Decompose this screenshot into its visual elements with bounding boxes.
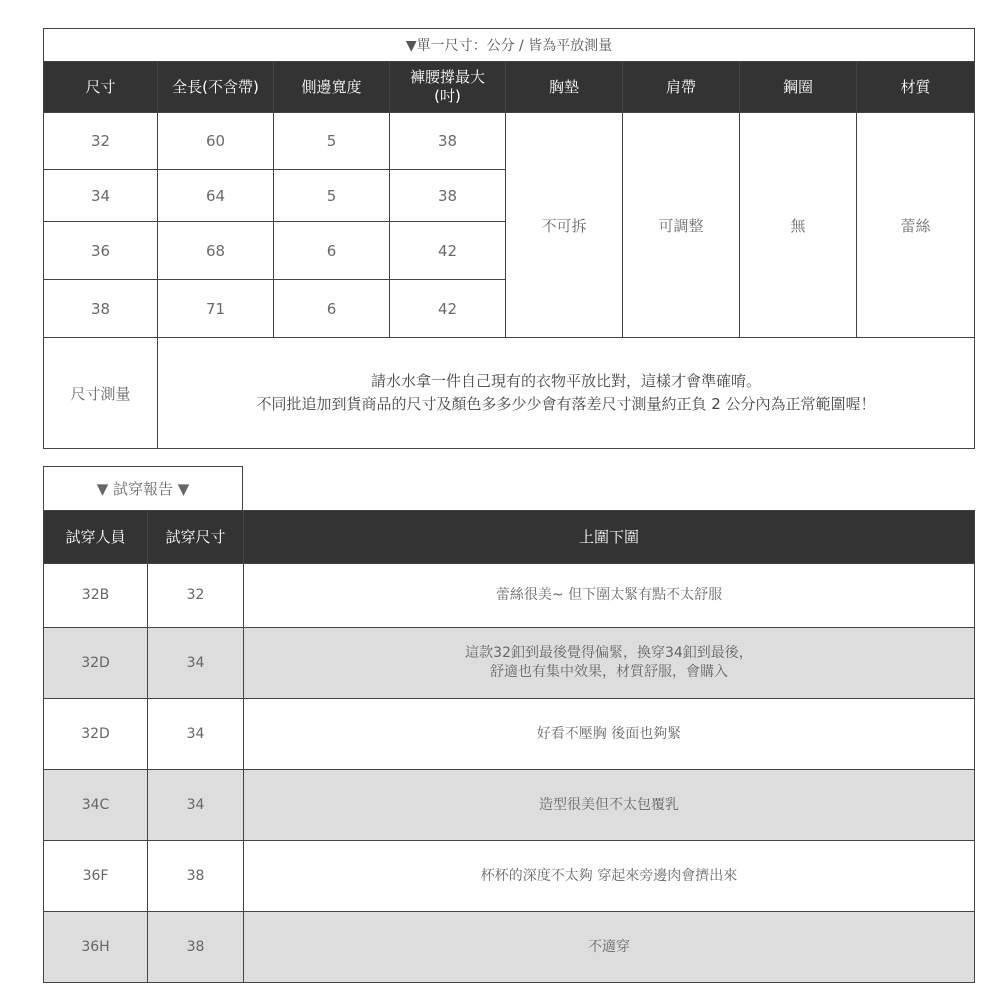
trial-row (44, 841, 975, 912)
size-table (43, 28, 975, 449)
underwire-cell: 無 (740, 113, 857, 338)
header-material: 材質 (857, 62, 975, 113)
trial-report-caption: ▼ 試穿報告 ▼ (43, 466, 243, 510)
size-note-line-1: 請水水拿一件自己現有的衣物平放比對，這樣才會準確唷。 (371, 372, 762, 390)
comment-cell: 造型很美但不太包覆乳 (244, 770, 975, 841)
header-size: 尺寸 (44, 62, 158, 113)
comment-cell: 這款32釦到最後覺得偏緊，換穿34釦到最後， 舒適也有集中效果，材質舒服，會購入 (244, 628, 975, 699)
comment-cell: 不適穿 (244, 912, 975, 983)
size-cell: 36 (44, 222, 158, 280)
size-cell: 38 (44, 280, 158, 338)
size-cell: 32 (44, 113, 158, 170)
size-note-row (44, 338, 975, 449)
trial-size-cell: 38 (148, 841, 244, 912)
trial-size-cell: 38 (148, 912, 244, 983)
side-width-cell: 6 (274, 222, 390, 280)
trial-report-table (43, 510, 975, 983)
size-note-line-2: 不同批追加到貨商品的尺寸及顏色多多少少會有落差尺寸測量約正負 2 公分內為正常範圍喔！ (256, 395, 876, 413)
trial-row (44, 770, 975, 841)
header-underwire: 鋼圈 (740, 62, 857, 113)
waist-max-cell: 38 (390, 170, 506, 222)
trial-size-cell: 34 (148, 770, 244, 841)
header-trial-size: 試穿尺寸 (148, 511, 244, 564)
size-table-caption: ▼單一尺寸：公分 / 皆為平放測量 (44, 29, 975, 62)
trial-header-row (44, 511, 975, 564)
header-tester: 試穿人員 (44, 511, 148, 564)
trial-size-cell: 34 (148, 628, 244, 699)
comment-cell: 杯杯的深度不太夠 穿起來旁邊肉會擠出來 (244, 841, 975, 912)
header-length: 全長(不含帶) (158, 62, 274, 113)
size-cell: 34 (44, 170, 158, 222)
side-width-cell: 5 (274, 113, 390, 170)
material-cell: 蕾絲 (857, 113, 975, 338)
header-strap: 肩帶 (623, 62, 740, 113)
tester-cell: 36F (44, 841, 148, 912)
pad-cell: 不可拆 (506, 113, 623, 338)
size-note (158, 338, 975, 449)
trial-size-cell: 32 (148, 564, 244, 628)
waist-max-cell: 38 (390, 113, 506, 170)
length-cell: 71 (158, 280, 274, 338)
size-note-label: 尺寸測量 (44, 338, 158, 449)
size-row (44, 113, 975, 170)
waist-max-cell: 42 (390, 280, 506, 338)
strap-cell: 可調整 (623, 113, 740, 338)
trial-row (44, 628, 975, 699)
length-cell: 60 (158, 113, 274, 170)
tester-cell: 34C (44, 770, 148, 841)
trial-row (44, 912, 975, 983)
trial-size-cell: 34 (148, 699, 244, 770)
tester-cell: 32D (44, 628, 148, 699)
trial-row (44, 699, 975, 770)
header-waist-max: 褲腰撐最大 (吋) (390, 62, 506, 113)
tester-cell: 36H (44, 912, 148, 983)
comment-cell: 好看不壓胸 後面也夠緊 (244, 699, 975, 770)
header-pad: 胸墊 (506, 62, 623, 113)
side-width-cell: 5 (274, 170, 390, 222)
header-comment: 上圍下圍 (244, 511, 975, 564)
tester-cell: 32B (44, 564, 148, 628)
length-cell: 68 (158, 222, 274, 280)
size-table-header-row (44, 62, 975, 113)
tester-cell: 32D (44, 699, 148, 770)
comment-cell: 蕾絲很美~ 但下圍太緊有點不太舒服 (244, 564, 975, 628)
trial-row (44, 564, 975, 628)
side-width-cell: 6 (274, 280, 390, 338)
waist-max-cell: 42 (390, 222, 506, 280)
length-cell: 64 (158, 170, 274, 222)
header-side-width: 側邊寬度 (274, 62, 390, 113)
